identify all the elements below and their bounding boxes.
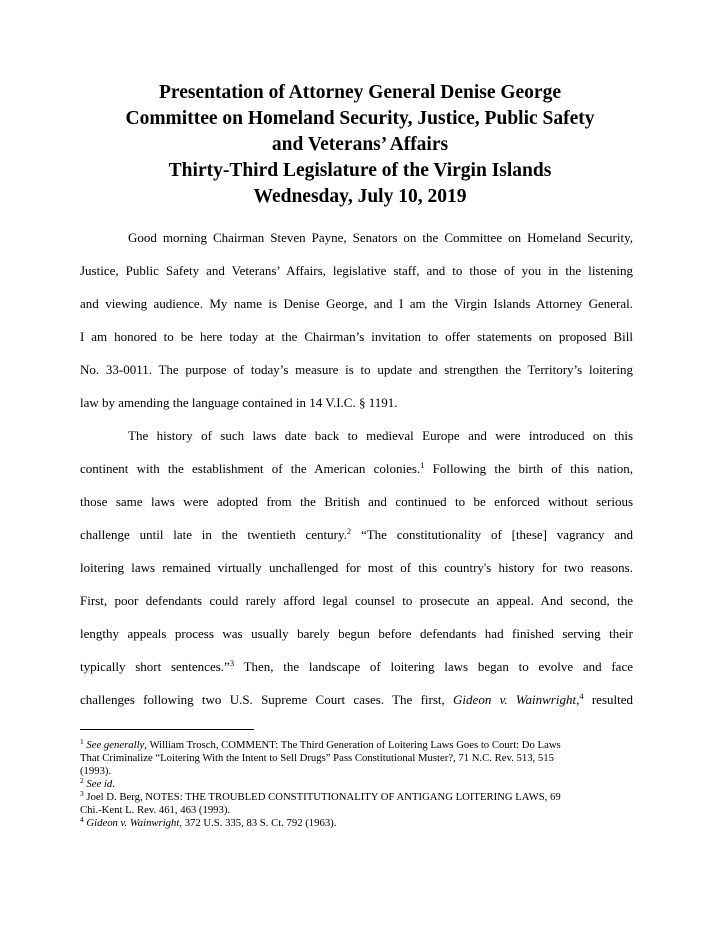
footnote-3-line-2: Chi.-Kent L. Rev. 461, 463 (1993).	[80, 804, 231, 816]
text-run: challenge until late in the twentieth century.	[80, 527, 347, 542]
footnote-ref-2[interactable]: 2	[346, 526, 352, 536]
footnote-mark: 3	[80, 789, 84, 798]
footnote-text: .	[112, 778, 115, 790]
paragraph-2-line-2	[80, 461, 633, 477]
paragraph-1-line-1: Good morning Chairman Steven Payne, Senators on the Committee on Homeland Security,	[128, 230, 633, 245]
text-run: ,	[576, 692, 580, 707]
paragraph-2-line-9	[80, 692, 633, 708]
paragraph-2-line-8	[80, 659, 633, 675]
document-title	[60, 80, 660, 210]
footnote-2	[80, 778, 633, 791]
title-line: Committee on Homeland Security, Justice, Public Safety	[125, 108, 595, 129]
paragraph-2-line-1: The history of such laws date back to medieval Europe and were introduced on this	[128, 428, 633, 443]
text-run: “The constitutionality of [these] vagrancy and	[351, 527, 633, 542]
footnote-ref-3[interactable]: 3	[229, 658, 235, 668]
citation-signal: See id	[86, 778, 113, 790]
footnote-ref-1[interactable]: 1	[420, 460, 425, 470]
text-run: resulted	[583, 692, 634, 707]
footnote-ref-4[interactable]: 4	[579, 691, 584, 701]
paragraph-2-line-3: those same laws were adopted from the British and continued to be enforced without serious	[80, 494, 633, 509]
paragraph-1-line-4: I am honored to be here today at the Chairman’s invitation to offer statements on proposed Bill	[80, 329, 633, 344]
footnote-4	[80, 817, 633, 830]
footnote-text: Joel D. Berg, NOTES: THE TROUBLED CONSTITUTIONALITY OF ANTIGANG LOITERING LAWS, 69	[86, 791, 561, 803]
case-name: Gideon v. Wainwright	[453, 692, 577, 707]
footnote-3	[80, 791, 633, 804]
footnote-text: , William Trosch, COMMENT: The Third Generation of Loitering Laws Goes to Court: Do Laws	[144, 739, 561, 751]
title-line: and Veterans’ Affairs	[271, 134, 449, 155]
paragraph-1-line-6: law by amending the language contained in 14 V.I.C. § 1191.	[80, 395, 398, 410]
paragraph-2-line-6: First, poor defendants could rarely afford legal counsel to prosecute an appeal. And second, the	[80, 593, 633, 608]
citation-signal: See generally	[86, 739, 145, 751]
footnote-mark: 1	[80, 737, 84, 746]
text-run: Following the birth of this nation,	[424, 461, 633, 476]
text-run: continent with the establishment of the American colonies.	[80, 461, 421, 476]
paragraph-2-line-5: loitering laws remained virtually unchallenged for most of this country's history for two reasons.	[80, 560, 633, 575]
paragraph-1-line-5: No. 33-0011. The purpose of today’s measure is to update and strengthen the Territory’s loitering	[80, 362, 633, 377]
paragraph-1-line-3: and viewing audience. My name is Denise George, and I am the Virgin Islands Attorney General.	[80, 296, 633, 311]
paragraph-2-line-4	[80, 527, 633, 543]
paragraph-2-line-7: lengthy appeals process was usually barely begun before defendants had finished serving their	[80, 626, 633, 641]
footnote-text: , 372 U.S. 335, 83 S. Ct. 792 (1963).	[179, 817, 337, 829]
document-date: Wednesday, July 10, 2019	[253, 186, 467, 207]
text-run: challenges following two U.S. Supreme Court cases. The first,	[80, 692, 454, 707]
footnote-1	[80, 739, 633, 752]
footnote-mark: 2	[80, 776, 84, 785]
case-name: Gideon v. Wainwright	[86, 817, 180, 829]
title-line: Presentation of Attorney General Denise George	[159, 82, 561, 103]
text-run: typically short sentences.”	[80, 659, 230, 674]
title-line: Thirty-Third Legislature of the Virgin Islands	[168, 160, 552, 181]
footnote-1-line-3: (1993).	[80, 765, 112, 777]
paragraph-1-line-2: Justice, Public Safety and Veterans’ Affairs, legislative staff, and to those of you in the listening	[80, 263, 633, 278]
text-run: Then, the landscape of loitering laws began to evolve and face	[234, 659, 633, 674]
footnote-1-line-2: That Criminalize “Loitering With the Intent to Sell Drugs” Pass Constitutional Muster?, 71 N.C. Rev. 513, 515	[80, 752, 554, 764]
footnote-mark: 4	[80, 815, 84, 824]
footnote-separator	[80, 729, 254, 730]
